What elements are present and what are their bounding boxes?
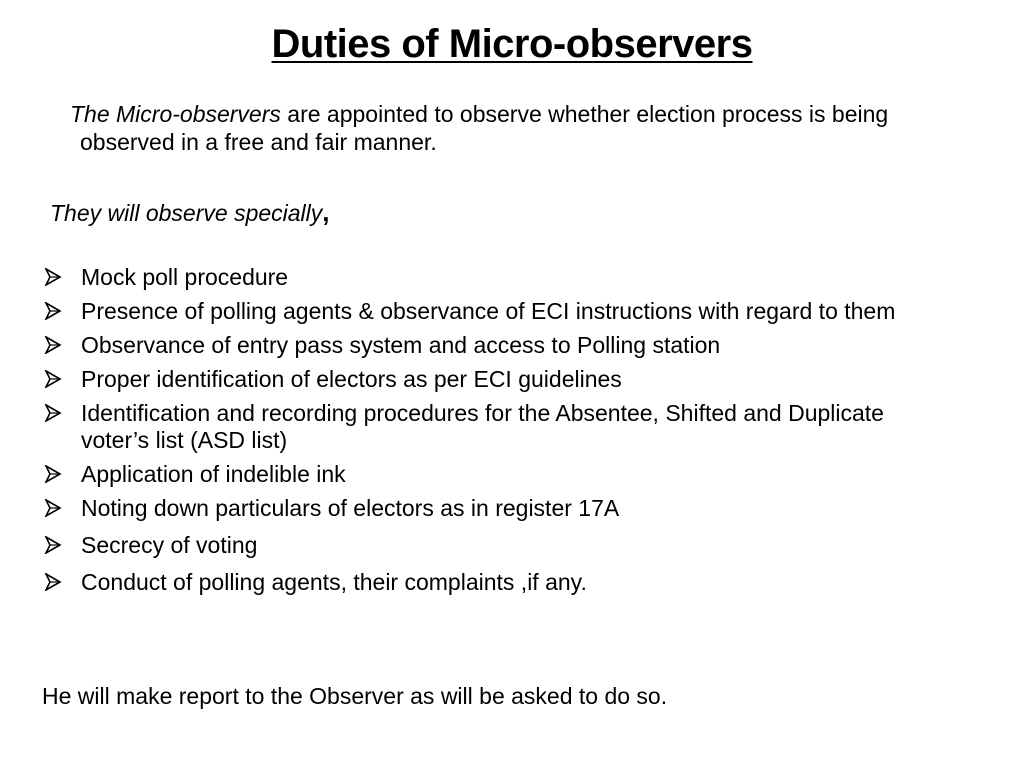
list-item-text: Noting down particulars of electors as in register 17A (81, 495, 620, 521)
list-item-text: Conduct of polling agents, their complaints ,if any. (81, 569, 587, 595)
arrowhead-bullet-icon (44, 302, 62, 320)
duties-list (44, 264, 954, 603)
list-item-text: Secrecy of voting (81, 532, 258, 558)
list-item-text: Application of indelible ink (81, 461, 346, 487)
arrowhead-bullet-icon (44, 499, 62, 517)
arrowhead-bullet-icon (44, 404, 62, 422)
list-item-text: Proper identification of electors as per ECI guidelines (81, 366, 622, 392)
list-item (44, 264, 954, 291)
list-item (44, 495, 954, 522)
arrowhead-bullet-icon (44, 370, 62, 388)
intro-text: are appointed to observe whether election process is being observed in a free and fair manner. (80, 101, 889, 155)
list-item (44, 332, 954, 359)
list-item-text: Identification and recording procedures for the Absentee, Shifted and Duplicate voter’s list (ASD list) (81, 400, 884, 453)
list-item-text: Mock poll procedure (81, 264, 289, 290)
list-item (44, 569, 954, 596)
list-item-text: Presence of polling agents & observance of ECI instructions with regard to them (81, 298, 896, 324)
list-item (44, 400, 954, 454)
list-item (44, 366, 954, 393)
lead-comma: , (322, 197, 330, 227)
closing-line: He will make report to the Observer as will be asked to do so. (42, 683, 668, 709)
intro-paragraph (48, 100, 980, 156)
arrowhead-bullet-icon (44, 573, 62, 591)
intro-italic: The Micro-observers (70, 101, 281, 127)
arrowhead-bullet-icon (44, 536, 62, 554)
arrowhead-bullet-icon (44, 465, 62, 483)
arrowhead-bullet-icon (44, 336, 62, 354)
list-item (44, 461, 954, 488)
slide-title: Duties of Micro-observers (271, 22, 753, 66)
list-item-text: Observance of entry pass system and access to Polling station (81, 332, 721, 358)
list-item (44, 532, 954, 559)
list-item (44, 298, 954, 325)
lead-italic: They will observe specially (50, 200, 323, 226)
lead-line (50, 198, 330, 227)
arrowhead-bullet-icon (44, 268, 62, 286)
